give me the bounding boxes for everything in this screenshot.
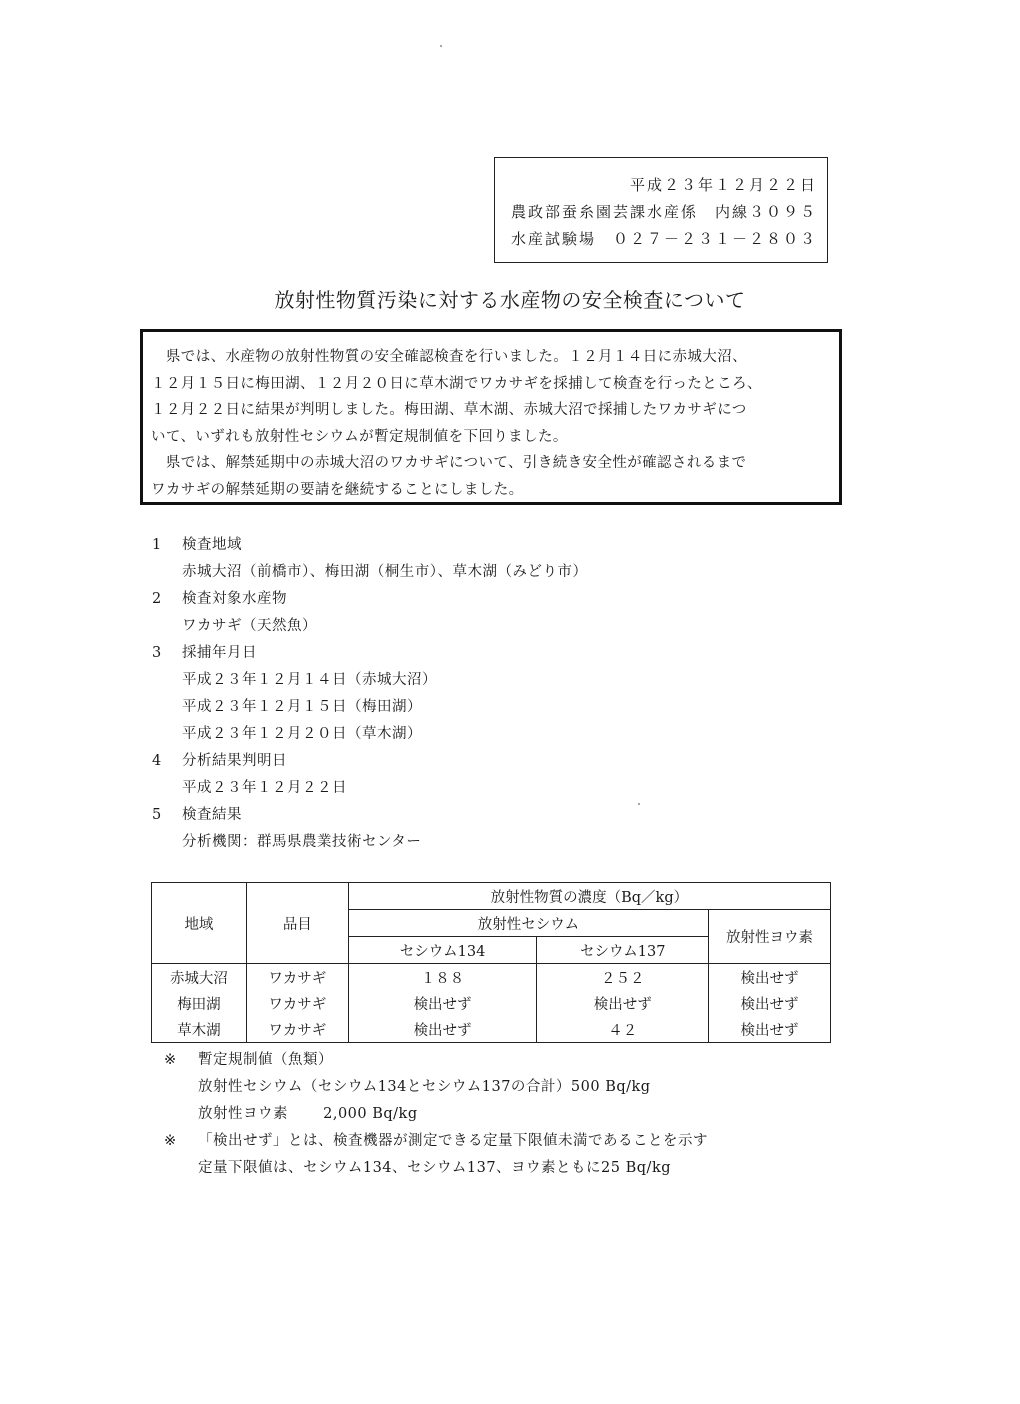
header-iodine: 放射性ヨウ素 xyxy=(709,910,831,964)
note-mark: ※ xyxy=(164,1052,177,1068)
table-row xyxy=(152,1016,831,1043)
note-heading: ※ 「検出せず」とは、検査機器が測定できる定量下限値未満であることを示す xyxy=(164,1128,708,1155)
section-line: 分析機関：群馬県農業技術センター xyxy=(182,834,422,850)
cell-cs137: ２５２ xyxy=(537,964,709,991)
table-row xyxy=(152,990,831,1016)
header-item: 品目 xyxy=(246,883,348,964)
note-mark: ※ xyxy=(164,1133,177,1149)
section-heading: 2 検査対象水産物 xyxy=(152,591,287,607)
note-line: 放射性セシウム（セシウム134とセシウム137の合計）500 Bq/kg xyxy=(198,1079,651,1095)
issue-date: 平成２３年１２月２２日 xyxy=(629,176,817,194)
section-list xyxy=(152,532,588,856)
notes xyxy=(164,1047,708,1182)
section-heading: 3 採捕年月日 xyxy=(152,645,257,661)
header-cs134: セシウム134 xyxy=(348,937,537,964)
summary-line: １２月２２日に結果が判明しました。梅田湖、草木湖、赤城大沼で採捕したワカサギにつ xyxy=(151,402,747,418)
summary-line: いて、いずれも放射性セシウムが暫定規制値を下回りました。 xyxy=(151,428,568,445)
section-line: 平成２３年１２月２０日（草木湖） xyxy=(182,726,422,742)
header-concentration: 放射性物質の濃度（Bq／kg） xyxy=(348,883,830,910)
cell-region: 梅田湖 xyxy=(152,990,247,1016)
cell-item: ワカサギ xyxy=(246,990,348,1016)
cell-iodine: 検出せず xyxy=(709,964,831,991)
section-heading: 4 分析結果判明日 xyxy=(152,753,287,769)
page-title: 放射性物質汚染に対する水産物の安全検査について xyxy=(274,288,746,312)
section-line: 平成２３年１２月１５日（梅田湖） xyxy=(182,699,422,715)
scan-speck xyxy=(638,803,640,805)
lab-contact: 水産試験場 ０２７－２３１－２８０３ xyxy=(510,230,817,248)
summary-line: ワカサギの解禁延期の要請を継続することにしました。 xyxy=(151,481,524,498)
cell-cs134: １８８ xyxy=(348,964,537,991)
section-line: 平成２３年１２月２２日 xyxy=(182,780,347,796)
contact-box xyxy=(494,157,828,263)
note-heading: ※ 暫定規制値（魚類） xyxy=(164,1047,708,1074)
cell-region: 草木湖 xyxy=(152,1016,247,1043)
header-cs137: セシウム137 xyxy=(537,937,709,964)
cell-item: ワカサギ xyxy=(246,1016,348,1043)
section-heading: 1 検査地域 xyxy=(152,537,242,553)
section-line: ワカサギ（天然魚） xyxy=(182,618,317,634)
header-cesium: 放射性セシウム xyxy=(348,910,708,937)
cell-iodine: 検出せず xyxy=(709,1016,831,1043)
summary-line: 県では、水産物の放射性物質の安全確認検査を行いました。１２月１４日に赤城大沼、 xyxy=(151,349,747,365)
section-line: 平成２３年１２月１４日（赤城大沼） xyxy=(182,672,437,688)
summary-line: 県では、解禁延期中の赤城大沼のワカサギについて、引き続き安全性が確認されるまで xyxy=(151,455,747,471)
cell-cs134: 検出せず xyxy=(348,1016,537,1043)
department-contact: 農政部蚕糸園芸課水産係 内線３０９５ xyxy=(510,203,817,221)
cell-region: 赤城大沼 xyxy=(152,964,247,991)
cell-cs134: 検出せず xyxy=(348,990,537,1016)
section-heading: 5 検査結果 xyxy=(152,807,242,823)
cell-iodine: 検出せず xyxy=(709,990,831,1016)
results-table xyxy=(151,882,831,1043)
note-line: 放射性ヨウ素 2,000 Bq/kg xyxy=(198,1106,418,1122)
header-region: 地域 xyxy=(152,883,247,964)
cell-cs137: ４２ xyxy=(537,1016,709,1043)
cell-item: ワカサギ xyxy=(246,964,348,991)
cell-cs137: 検出せず xyxy=(537,990,709,1016)
table-row xyxy=(152,964,831,991)
note-line: 定量下限値は、セシウム134、セシウム137、ヨウ素ともに25 Bq/kg xyxy=(198,1160,672,1176)
scan-speck xyxy=(440,45,442,47)
section-line: 赤城大沼（前橋市）、梅田湖（桐生市）、草木湖（みどり市） xyxy=(182,564,588,580)
summary-box xyxy=(140,329,842,505)
summary-line: １２月１５日に梅田湖、１２月２０日に草木湖でワカサギを採捕して検査を行ったところ、 xyxy=(151,375,762,392)
